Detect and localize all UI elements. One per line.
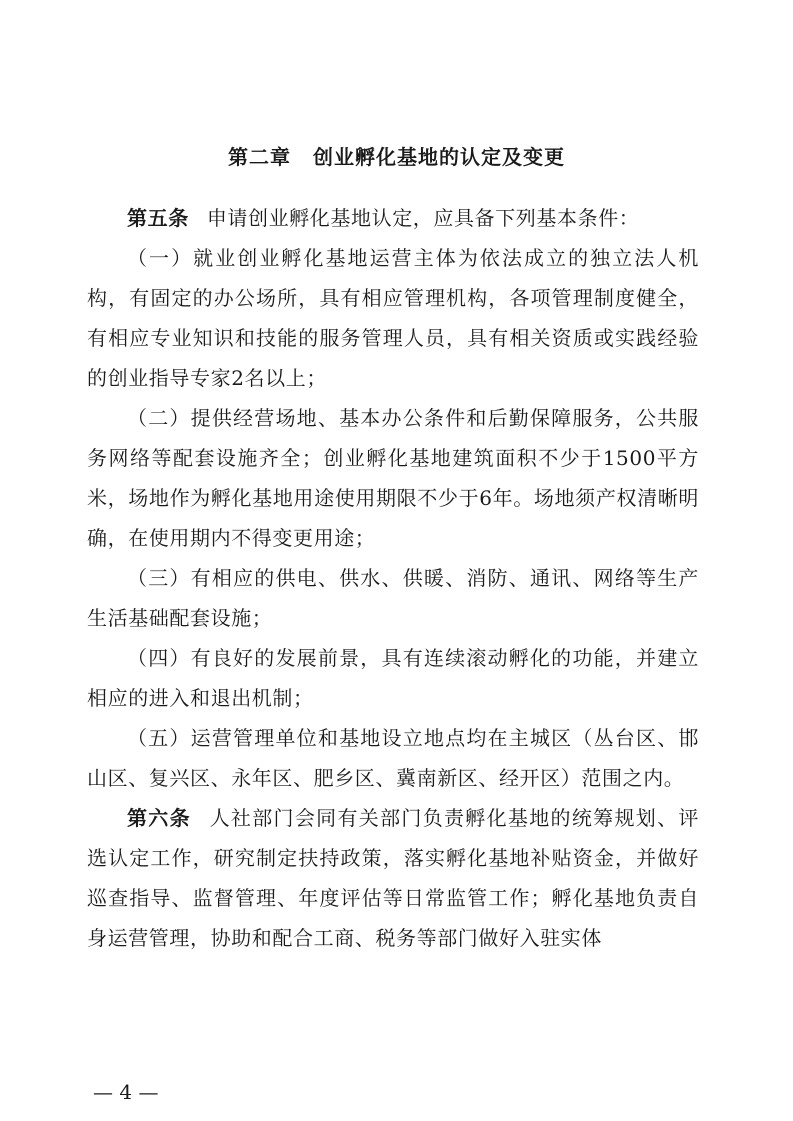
condition-3: （三）有相应的供电、供水、供暖、消防、通讯、网络等生产生活基础配套设施； xyxy=(87,566,699,630)
condition-5: （五）运营管理单位和基地设立地点均在主城区（丛台区、邯山区、复兴区、永年区、肥乡区、冀南新区、经开区）范围之内。 xyxy=(87,726,699,790)
article-5-text: 申请创业孵化基地认定，应具备下列基本条件： xyxy=(206,206,640,230)
article-6-text: 人社部门会同有关部门负责孵化基地的统筹规划、评选认定工作，研究制定扶持政策，落实孵化基地补贴资金，并做好巡查指导、监督管理、年度评估等日常监管工作；孵化基地负责自身运营管理，协助和配合工商、税务等部门做好入驻实体 xyxy=(87,806,699,950)
condition-2: （二）提供经营场地、基本办公条件和后勤保障服务，公共服务网络等配套设施齐全；创业孵化基地建筑面积不少于1500平方米，场地作为孵化基地用途使用期限不少于6年。场地须产权清晰明确，在使用期内不得变更用途； xyxy=(87,406,699,550)
chapter-number: 第二章 xyxy=(228,145,291,169)
condition-4: （四）有良好的发展前景，具有连续滚动孵化的功能，并建立相应的进入和退出机制； xyxy=(87,646,699,710)
chapter-heading xyxy=(0,143,793,171)
condition-1: （一）就业创业孵化基地运营主体为依法成立的独立法人机构，有固定的办公场所，具有相应管理机构，各项管理制度健全，有相应专业知识和技能的服务管理人员，具有相关资质或实践经验的创业指导专家2名以上； xyxy=(87,246,699,390)
chapter-title-text: 创业孵化基地的认定及变更 xyxy=(313,145,565,169)
article-5 xyxy=(87,198,699,238)
page-number: — 4 — xyxy=(93,1080,159,1104)
article-5-label: 第五条 xyxy=(127,206,189,230)
article-6 xyxy=(87,798,699,958)
document-body xyxy=(87,198,699,958)
article-6-label: 第六条 xyxy=(127,806,191,830)
